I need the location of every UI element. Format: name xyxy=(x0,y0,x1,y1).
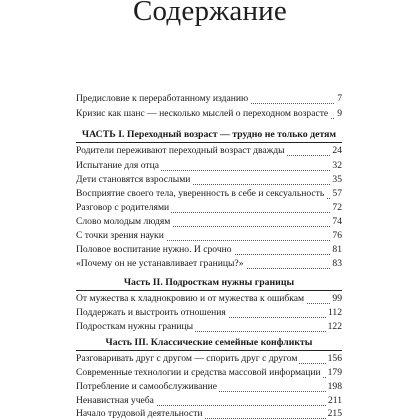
toc-entry-label: Современные технологии и средства массовой информации xyxy=(76,367,321,378)
toc-entry-page: 81 xyxy=(332,244,342,255)
toc-entry-label: Потребление и самообслуживание xyxy=(76,381,217,392)
toc-entry-label: Половое воспитание нужно. И срочно xyxy=(76,244,232,255)
toc-entry xyxy=(76,160,342,172)
toc-entry-page: 72 xyxy=(332,202,342,213)
part-rule xyxy=(76,350,342,351)
part-rule xyxy=(76,290,342,291)
toc-entry-label: Предисловие к переработанному изданию xyxy=(76,93,249,104)
toc-entry-page: 156 xyxy=(327,353,342,364)
toc-entry-label: От мужества к хладнокровию и от мужества к ошибкам xyxy=(76,293,305,304)
toc-entry-label: Разговор с родителями xyxy=(76,202,170,213)
toc-entry-page: 112 xyxy=(327,307,342,318)
toc-entry xyxy=(76,244,342,256)
toc-entry xyxy=(76,174,342,186)
toc-entry-page: 74 xyxy=(332,216,342,227)
toc-entry-page: 215 xyxy=(327,408,342,419)
part-heading: Часть II. Подросткам нужны границы xyxy=(123,277,295,288)
toc-entry xyxy=(76,216,342,228)
part-heading: ЧАСТЬ I. Переходный возраст — трудно не только детям xyxy=(81,129,337,140)
toc-entry-page: 35 xyxy=(332,174,342,185)
toc-entry-page: 57 xyxy=(332,188,342,199)
toc-entry-page: 198 xyxy=(327,381,342,392)
toc-entry xyxy=(76,93,342,105)
toc-entry xyxy=(76,145,342,157)
toc-entry xyxy=(76,258,342,270)
toc-entry-label: С точки зрения науки xyxy=(76,230,164,241)
toc-entry xyxy=(76,230,342,242)
toc-entry-label: Родители переживают переходный возраст дважды xyxy=(76,145,285,156)
toc-entry-page: 99 xyxy=(332,293,342,304)
toc-entry-label: Ненавистная учеба xyxy=(76,395,154,406)
toc-entry-page: 122 xyxy=(327,321,342,332)
toc-entry-label: Кризис как шанс — несколько мыслей о переходном возрасте xyxy=(76,108,329,119)
toc-entry xyxy=(76,188,342,200)
toc-entry-label: «Почему он не устанавливает границы?» xyxy=(76,258,244,269)
toc-entry-page: 76 xyxy=(332,230,342,241)
toc-entry-label: Испытание для отца xyxy=(76,160,159,171)
toc-entry-label: Восприятие своего тела, уверенность в себе и сексуальность xyxy=(76,188,325,199)
toc-entry-page: 211 xyxy=(327,395,342,406)
toc-entry-label: Поддержать и выстроить отношения xyxy=(76,307,226,318)
toc-entry xyxy=(76,367,342,379)
toc-entry xyxy=(76,307,342,319)
toc-entry-page: 24 xyxy=(332,145,342,156)
toc-entry xyxy=(76,321,342,333)
toc-entry xyxy=(76,408,342,420)
toc-entry-page: 179 xyxy=(327,367,342,378)
toc-entry-label: Слово молодым людям xyxy=(76,216,171,227)
toc-entry xyxy=(76,108,342,120)
toc-entry-page: 9 xyxy=(337,108,342,119)
toc-entry-page: 7 xyxy=(337,93,342,104)
toc-entry xyxy=(76,395,342,407)
toc-entry xyxy=(76,293,342,305)
toc-entry xyxy=(76,202,342,214)
toc-entry-label: Разговаривать друг с другом — спорить друг с другом xyxy=(76,353,298,364)
toc-entry-label: Дети становятся взрослыми xyxy=(76,174,191,185)
toc-entry-label: Начало трудовой деятельности xyxy=(76,408,203,419)
toc-entry-page: 83 xyxy=(332,258,342,269)
page-title: Содержание xyxy=(133,0,287,27)
part-heading: Часть III. Классические семейные конфликты xyxy=(105,337,313,348)
toc-entry xyxy=(76,353,342,365)
toc-entry-label: Подросткам нужны границы xyxy=(76,321,194,332)
toc-entry xyxy=(76,381,342,393)
toc-entry-page: 32 xyxy=(332,160,342,171)
part-rule xyxy=(76,142,342,143)
